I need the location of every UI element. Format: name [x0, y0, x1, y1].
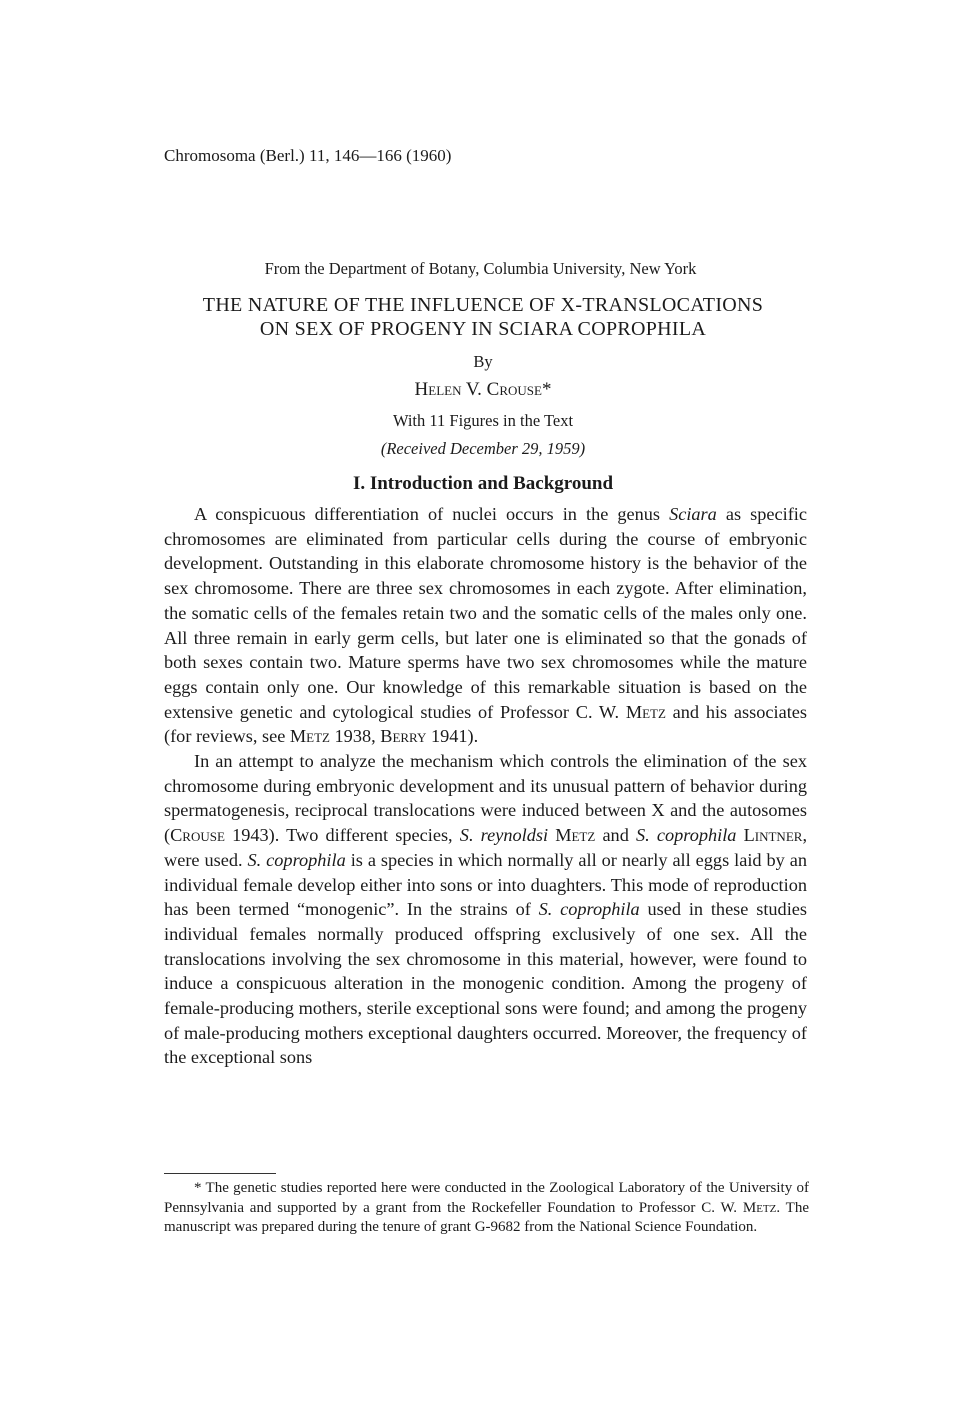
- footnote-metz: Metz: [742, 1199, 777, 1216]
- footnote-text-c: . The manuscript was prepared during the tenure of grant G-9682 from the National Science Foundation.: [164, 1199, 809, 1235]
- p1-author-metz: Metz: [625, 701, 666, 722]
- p2-text-m: is a species in which normally all or nearly all eggs laid by an individual female develop either into sons or into duaghters. This mode of reproduction has been termed “monogenic”. In the strains of: [164, 849, 807, 920]
- section-heading: I. Introduction and Background: [352, 473, 614, 494]
- paragraph-1: [164, 502, 807, 749]
- p2-text-i: [736, 825, 743, 845]
- p1-ref-berry: Berry: [380, 726, 427, 747]
- p2-species-reynoldsi: S. reynoldsi: [459, 825, 549, 846]
- received-date: (Received December 29, 1959): [380, 439, 586, 458]
- p1-text-e: and his associates (for reviews, see: [164, 701, 807, 747]
- author-name: [0, 379, 961, 401]
- p2-text-c: 1943). Two different species,: [224, 825, 460, 846]
- department-affiliation: From the Department of Botany, Columbia University, New York: [264, 259, 697, 278]
- author-text: Helen V. Crouse: [414, 379, 542, 400]
- p2-species-coprophila-2: S. coprophila: [247, 849, 346, 870]
- p1-genus-sciara: Sciara: [669, 504, 717, 524]
- figures-note: With 11 Figures in the Text: [392, 411, 574, 430]
- footnote-text: [164, 1179, 809, 1238]
- body-text: [164, 502, 807, 1070]
- title-line-1: THE NATURE OF THE INFLUENCE OF X-TRANSLOCATIONS: [202, 294, 764, 316]
- p2-text-k: , were used.: [164, 825, 808, 870]
- p2-text-a: In an attempt to analyze the mechanism which controls the elimination of the sex chromosome during embryonic development and its unusual pattern of behavior during spermatogenesis, reciprocal translocations were induced between X and the autosomes (: [164, 751, 807, 846]
- paragraph-2: [164, 749, 807, 1070]
- footnote-text-a: * The genetic studies reported here were conducted in the Zoological Laboratory of the University of Pennsylvania and supported by a grant from the Rockefeller Foundation to Professor C. W.: [164, 1180, 809, 1216]
- title-line-2: ON SEX OF PROGENY IN SCIARA COPROPHILA: [259, 318, 707, 340]
- footnote-divider: [164, 1173, 276, 1174]
- p2-authority-lintner: Lintner: [743, 825, 803, 846]
- p2-species-coprophila-1: S. coprophila: [636, 825, 737, 846]
- p1-text-g: 1938,: [329, 726, 381, 747]
- byline-by: By: [473, 352, 493, 371]
- article-title: [140, 293, 826, 341]
- p2-species-coprophila-3: S. coprophila: [538, 899, 640, 920]
- p1-text-i: 1941).: [426, 726, 479, 747]
- p1-ref-metz: Metz: [289, 726, 330, 747]
- author-footnote-mark: *: [541, 379, 552, 400]
- p1-text-c: as specific chromosomes are eliminated from particular cells during the course of embryonic development. Outstanding in this elaborate chromosome history is the behavior of the sex chromosome. There are three sex chromosomes in each zygote. After elimination, the somatic cells of the females retain two and the somatic cells of the males only one. All three remain in early germ cells, but later one is eliminated so that the gonads of both sexes contain two. Mature sperms have two sex chromosomes while the mature eggs contain only one. Our knowledge of this remarkable situation is based on the extensive genetic and cytological studies of Professor C. W.: [164, 504, 807, 722]
- p1-text-a: A conspicuous differentiation of nuclei occurs in the genus: [194, 504, 670, 524]
- journal-citation: Chromosoma (Berl.) 11, 146—166 (1960): [164, 146, 452, 165]
- footnote: [164, 1179, 809, 1238]
- p2-authority-metz: Metz: [555, 825, 596, 846]
- p2-text-g: and: [595, 825, 636, 846]
- p2-text-o: used in these studies individual females normally produced offspring exclusively of one sex. All the translocations involving the sex chromosome in this material, however, were found to induce a conspicuous alteration in the monogenic condition. Among the progeny of female-producing mothers, sterile exceptional sons were found; and among the progeny of male-producing mothers exceptional daughters occurred. Moreover, the frequency of the exceptional sons: [164, 899, 807, 1068]
- p2-ref-crouse: Crouse: [170, 825, 225, 846]
